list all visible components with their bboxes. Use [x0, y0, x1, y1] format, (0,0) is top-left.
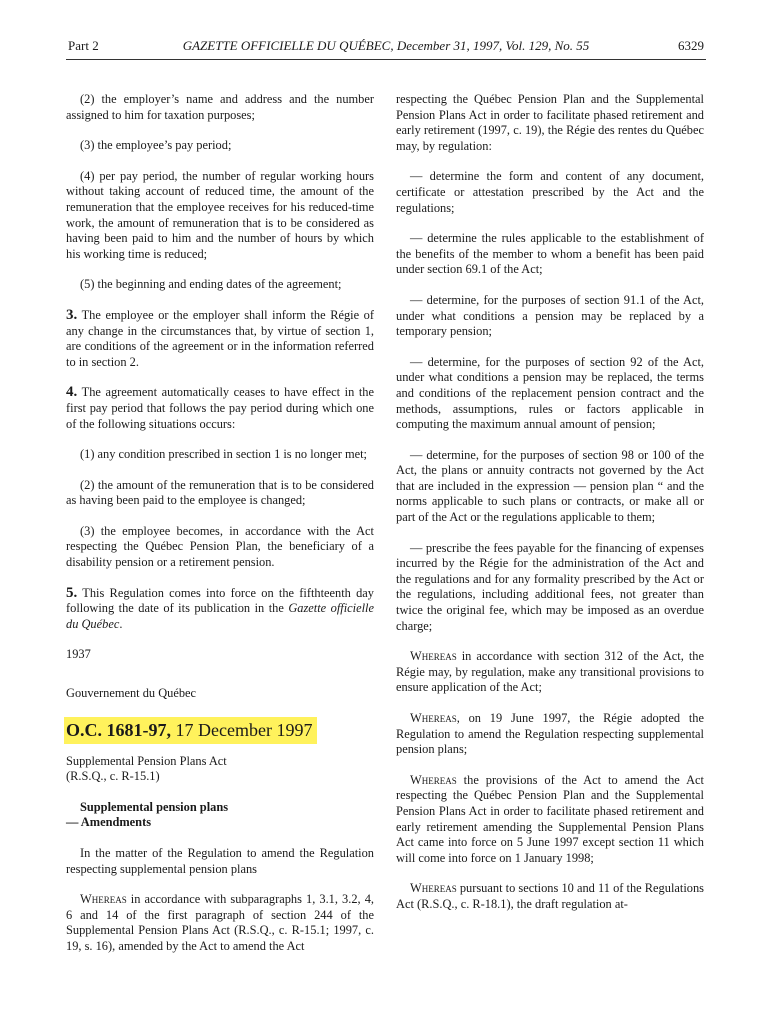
right-column [396, 92, 704, 928]
whereas-word: Whereas [410, 711, 457, 725]
gazette-name: Gazette officielle du Québec [66, 601, 375, 631]
paragraph: (5) the beginning and ending dates of the agreement; [80, 277, 342, 292]
paragraph: respecting the Québec Pension Plan and the Supplemental Pension Plans Act in order to facilitate phased retirement and early retirement (1997, c. 19), the Régie des rentes du Québec may, by regulation: [396, 92, 704, 153]
paragraph: (4) per pay period, the number of regular working hours without taking account of reduced time, the amount of the remuneration that the employee receives for his reduced-time work, the amount of remuneration that is to be considered as having been paid to him and the number of hours by which his working time is reduced; [66, 168, 374, 261]
whereas-word: Whereas [80, 892, 127, 907]
list-item: — determine the rules applicable to the establishment of the benefits of the member to whom a benefit has been paid under section 69.1 of the Act; [396, 231, 704, 277]
section-end: . [119, 616, 123, 631]
whereas-text: the provisions of the Act to amend the Act respecting the Québec Pension Plan and the Supplemental Pension Plans Act in order to facilitate phased retirement and early retirement amending the Supplemental Pension Plans Act came into force on 5 June 1997 except section 11 which will come into force on 1 January 1998; [396, 772, 704, 865]
whereas-word: Whereas [410, 772, 457, 787]
topic-title: Supplemental pension plans [80, 799, 229, 814]
document-number: 1937 [66, 647, 91, 662]
header-page-number: 6329 [678, 38, 704, 53]
paragraph: (3) the employee becomes, in accordance with the Act respecting the Québec Pension Plan, the beneficiary of a disability pension or a retirement pension. [66, 523, 374, 570]
gouvernement: Gouvernement du Québec [66, 686, 197, 701]
list-item: — determine, for the purposes of section 91.1 of the Act, under what conditions a pension may be replaced by a temporary pension; [396, 292, 704, 339]
matter-paragraph: In the matter of the Regulation to amend the Regulation respecting supplemental pension plans [66, 846, 374, 876]
topic-heading [66, 800, 374, 831]
header-title: GAZETTE OFFICIELLE DU QUÉBEC, December 31, 1997, Vol. 129, No. 55 [182, 38, 590, 53]
act-citation: (R.S.Q., c. R-15.1) [66, 769, 160, 784]
paragraph: (3) the employee’s pay period; [80, 138, 232, 153]
paragraph: (2) the amount of the remuneration that is to be considered as having been paid to the employee is changed; [66, 477, 374, 508]
section-5 [66, 586, 374, 633]
whereas-paragraph [396, 881, 704, 912]
whereas-paragraph [396, 649, 704, 696]
whereas-word: Whereas [410, 649, 457, 664]
whereas-paragraph [396, 711, 704, 758]
section-number: 3. [66, 306, 78, 323]
act-reference [66, 754, 374, 785]
whereas-text: in accordance with section 312 of the Act, the Régie may, by regulation, make any transitional provisions to ensure application of the Act; [396, 649, 704, 695]
section-number: 4. [66, 384, 78, 401]
list-item: — determine, for the purposes of section 92 of the Act, under what conditions a pension may be replaced, the terms and conditions of the replacement pension contract and the methods, assumptions, rules or factors applicable in computing the maximum annual amount of pension; [396, 354, 704, 432]
section-text: This Regulation comes into force on the fifthteenth day following the date of its publication in the [66, 585, 375, 616]
paragraph: (1) any condition prescribed in section 1 is no longer met; [80, 447, 367, 462]
section-3 [66, 308, 374, 370]
header-rule [66, 59, 706, 60]
left-column [66, 92, 374, 970]
whereas-paragraph [396, 773, 704, 867]
section-text: The employee or the employer shall inform the Régie of any change in the circumstances that, by virtue of section 1, are conditions of the agreement or in the information referred to in section 2. [66, 307, 374, 369]
section-number: 5. [66, 584, 78, 601]
whereas-word: Whereas [410, 881, 457, 896]
section-4 [66, 385, 374, 432]
whereas-text: in accordance with subparagraphs 1, 3.1, 3.2, 4, 6 and 14 of the first paragraph of section 244 of the Supplemental Pension Plans Act (R.S.Q., c. R-15.1; 1997, c. 19, s. 16), amended by the Act to amend the Act [66, 892, 374, 953]
page-header [68, 38, 704, 56]
list-item: — determine the form and content of any document, certificate or attestation prescribed by the Act and the regulations; [396, 169, 704, 215]
header-part: Part 2 [68, 38, 99, 53]
act-name: Supplemental Pension Plans Act [66, 753, 227, 768]
list-item: — determine, for the purposes of section 98 or 100 of the Act, the plans or annuity contracts not governed by the Act that are included in the expression — pension plan “ and the norms applicable to such plans or contracts, or make all or part of the Act or the regulations applicable to them; [396, 447, 704, 525]
list-item: — prescribe the fees payable for the financing of expenses incurred by the Régie for the administration of the Act and the regulations and for any formality prescribed by the Act or the regulations, including additional fees, not greater than twice the original fee, which may be imposed as an overdue charge; [396, 540, 704, 633]
whereas-text: pursuant to sections 10 and 11 of the Regulations Act (R.S.Q., c. R-18.1), the draft regulation at- [396, 881, 704, 911]
paragraph: (2) the employer’s name and address and the number assigned to him for taxation purposes; [66, 92, 374, 122]
topic-subtitle: — Amendments [66, 815, 152, 830]
whereas-paragraph [66, 892, 374, 954]
highlight-mark [64, 717, 317, 744]
order-in-council-heading [66, 717, 374, 744]
oc-date: 17 December 1997 [171, 719, 313, 740]
whereas-text: , on 19 June 1997, the Régie adopted the Regulation to amend the Regulation respecting supplemental pension plans; [396, 711, 704, 757]
oc-number: O.C. 1681-97, [66, 719, 171, 740]
section-text: The agreement automatically ceases to have effect in the first pay period that follows the pay period during which one of the following situations occurs: [66, 385, 375, 431]
